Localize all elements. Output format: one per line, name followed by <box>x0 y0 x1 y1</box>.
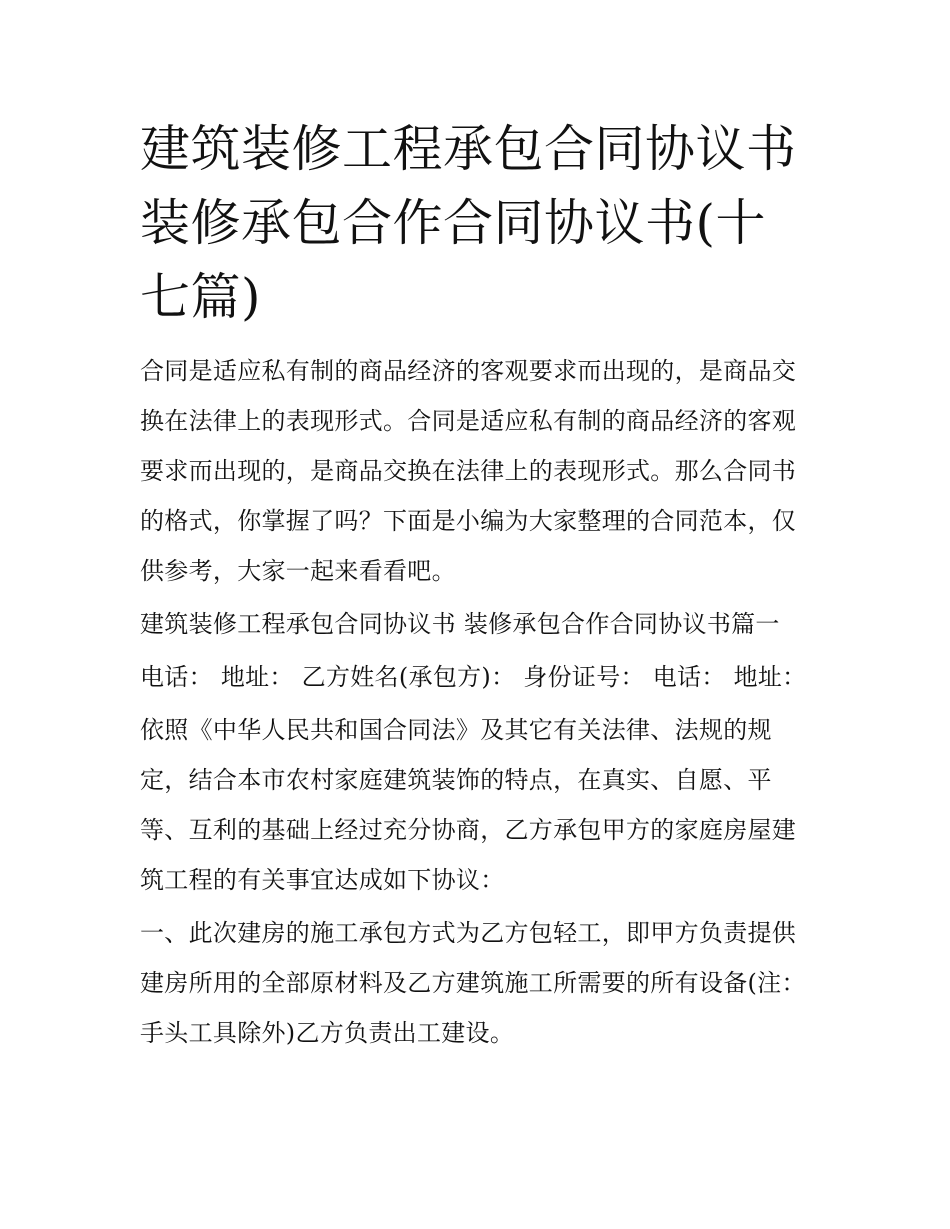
paragraph-intro: 合同是适应私有制的商品经济的客观要求而出现的，是商品交换在法律上的表现形式。合同是适应私有制的商品经济的客观要求而出现的，是商品交换在法律上的表现形式。那么合同书的格式，你掌握了吗？下面是小编为大家整理的合同范本，仅供参考，大家一起来看看吧。 <box>140 357 797 585</box>
paragraph-clause-one: 一、此次建房的施工承包方式为乙方包轻工，即甲方负责提供建房所用的全部原材料及乙方建筑施工所需要的所有设备(注：手头工具除外)乙方负责出工建设。 <box>140 919 806 1047</box>
paragraph-section-heading: 建筑装修工程承包合同协议书 装修承包合作合同协议书篇一 <box>140 610 780 638</box>
document-body <box>140 112 812 1061</box>
document-title: 建筑装修工程承包合同协议书 装修承包合作合同协议书(十七篇) <box>140 120 797 326</box>
paragraph-contact-fields: 电话： 地址： 乙方姓名(承包方)： 身份证号： 电话： 地址： <box>140 663 807 691</box>
paragraph-legal-basis: 依照《中华人民共和国合同法》及其它有关法律、法规的规定，结合本市农村家庭建筑装饰的特点，在真实、自愿、平等、互利的基础上经过充分协商，乙方承包甲方的家庭房屋建筑工程的有关事宜达成如下协议： <box>140 716 797 894</box>
